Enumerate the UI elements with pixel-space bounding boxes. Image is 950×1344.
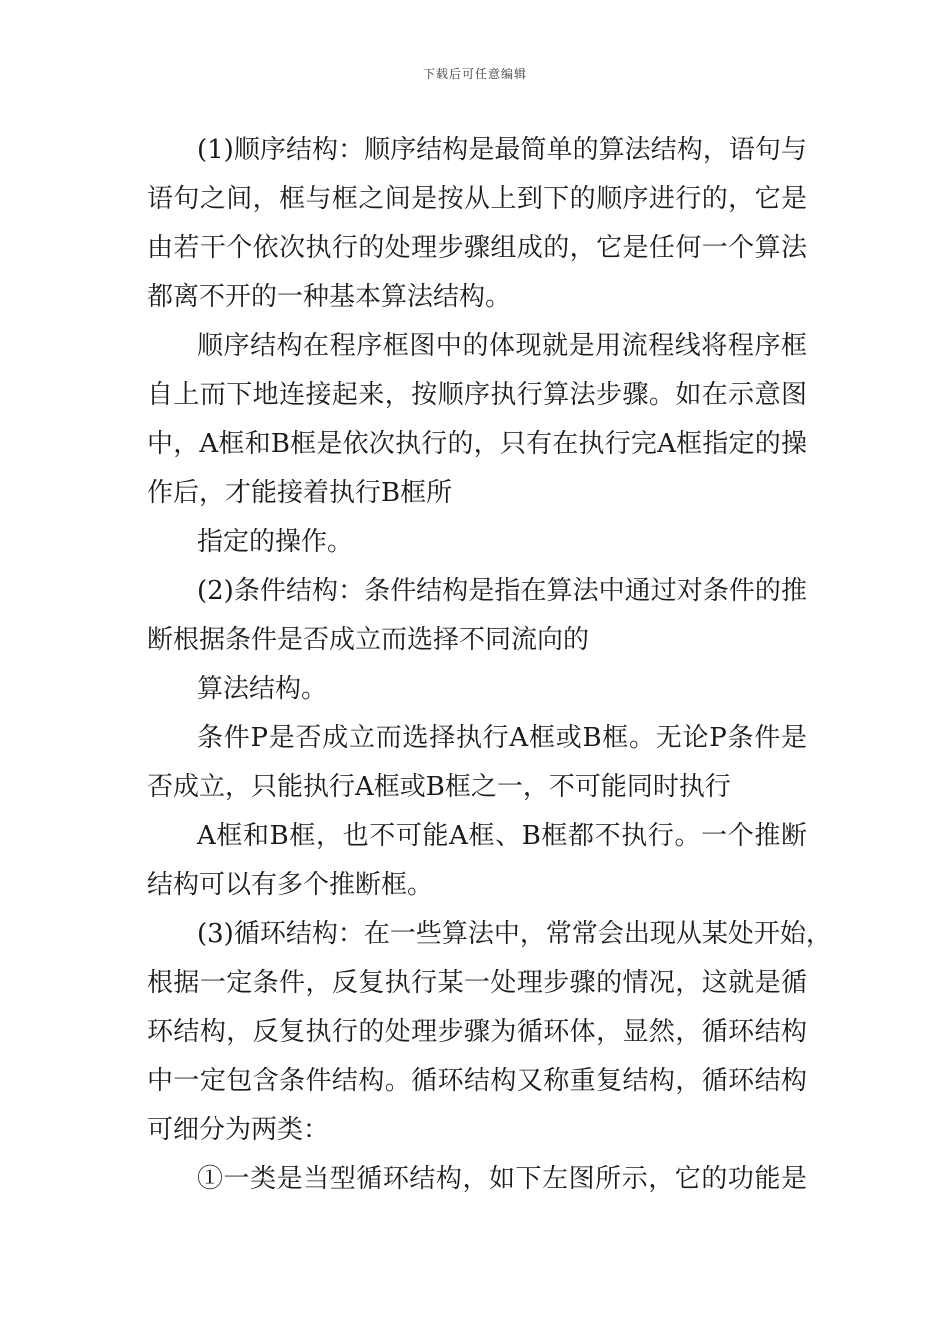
text-line: A框和B框，也不可能A框、B框都不执行。一个推断 bbox=[197, 821, 807, 851]
text-line: 作后，才能接着执行B框所 bbox=[147, 478, 453, 508]
text-line: 否成立，只能执行A框或B框之一，不可能同时执行 bbox=[147, 772, 731, 802]
text-line: 条件P是否成立而选择执行A框或B框。无论P条件是 bbox=[197, 723, 807, 753]
text-line: (1)顺序结构：顺序结构是最简单的算法结构，语句与 bbox=[197, 135, 807, 165]
page-header: 下载后可任意编辑 bbox=[422, 67, 527, 81]
text-line: 中一定包含条件结构。循环结构又称重复结构，循环结构 bbox=[147, 1066, 807, 1096]
document-body bbox=[147, 126, 832, 1204]
text-line: (3)循环结构：在一些算法中，常常会出现从某处开始， bbox=[197, 919, 832, 949]
text-line: 算法结构。 bbox=[197, 674, 328, 704]
text-line: 结构可以有多个推断框。 bbox=[147, 870, 434, 900]
text-line: 自上而下地连接起来，按顺序执行算法步骤。如在示意图 bbox=[147, 380, 807, 410]
text-line: 指定的操作。 bbox=[197, 527, 354, 557]
text-line: 环结构，反复执行的处理步骤为循环体，显然，循环结构 bbox=[147, 1017, 807, 1047]
text-line: 由若干个依次执行的处理步骤组成的，它是任何一个算法 bbox=[147, 233, 807, 263]
text-line: ①一类是当型循环结构，如下左图所示，它的功能是 bbox=[197, 1164, 807, 1194]
text-line: 断根据条件是否成立而选择不同流向的 bbox=[147, 625, 590, 655]
text-line: 语句之间，框与框之间是按从上到下的顺序进行的，它是 bbox=[147, 184, 807, 214]
text-line: 根据一定条件，反复执行某一处理步骤的情况，这就是循 bbox=[147, 968, 807, 998]
text-line: 可细分为两类： bbox=[147, 1115, 330, 1145]
text-line: 顺序结构在程序框图中的体现就是用流程线将程序框 bbox=[197, 331, 807, 361]
text-line: 中，A框和B框是依次执行的，只有在执行完A框指定的操 bbox=[147, 429, 807, 459]
text-line: 都离不开的一种基本算法结构。 bbox=[147, 282, 512, 312]
text-line: (2)条件结构：条件结构是指在算法中通过对条件的推 bbox=[197, 576, 807, 606]
